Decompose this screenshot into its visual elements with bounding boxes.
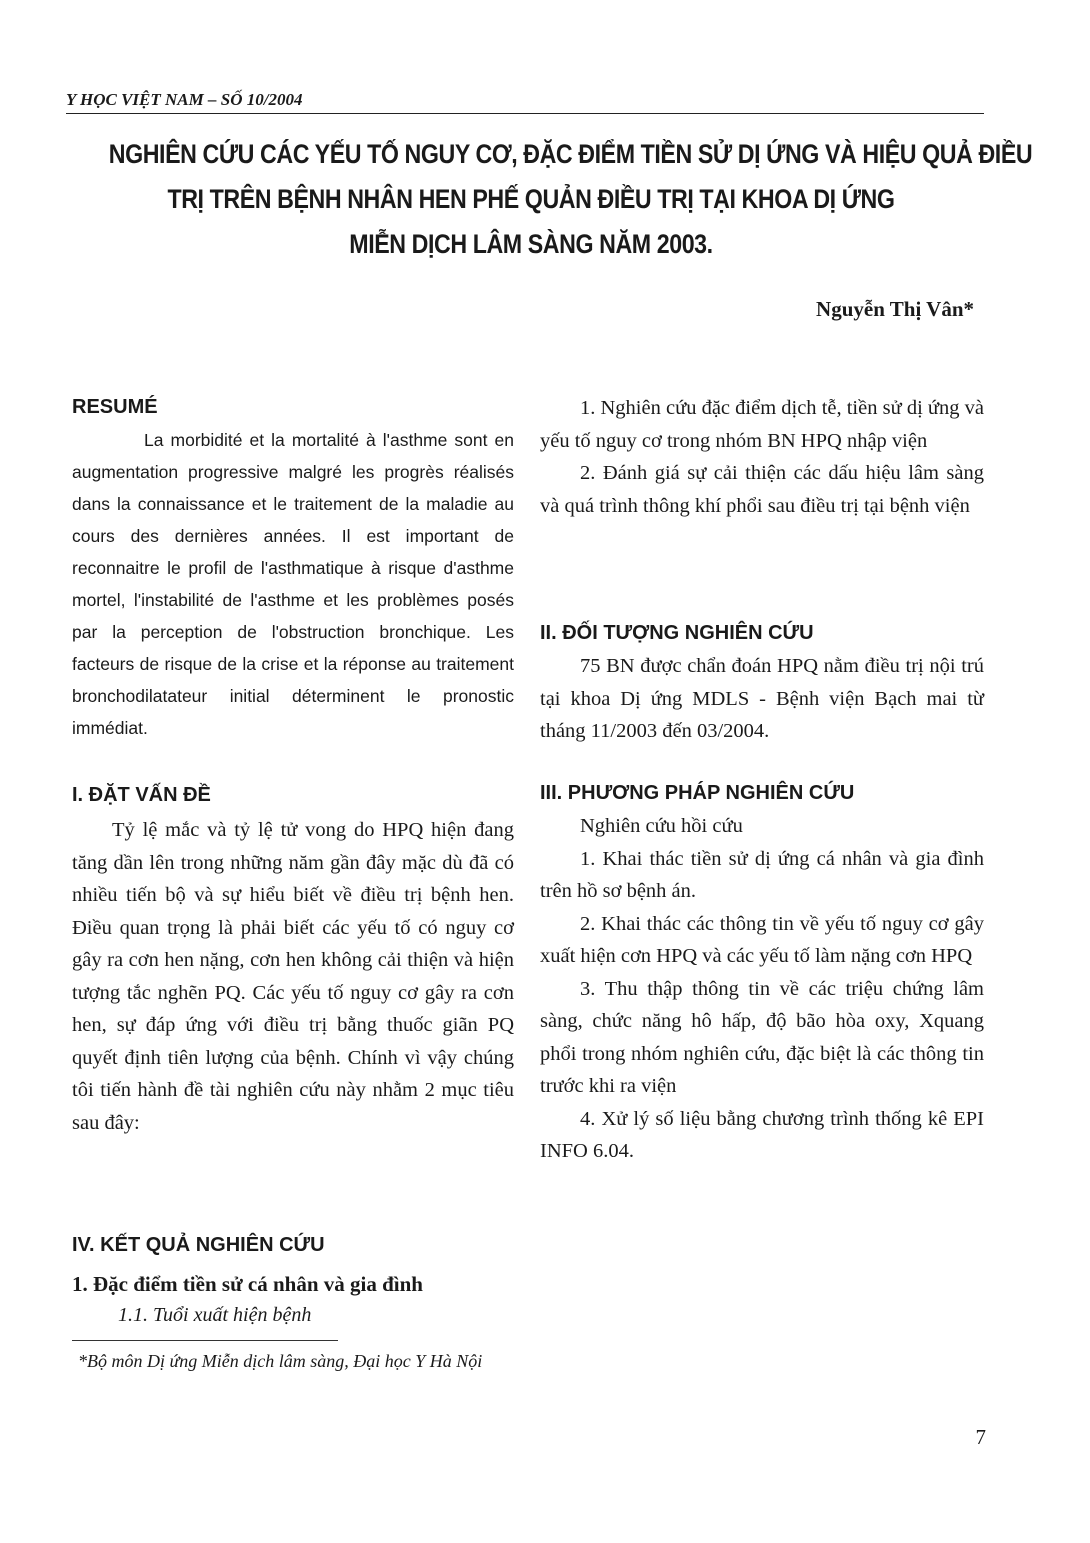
footnote-rule [72, 1340, 338, 1341]
resume-heading: RESUMÉ [72, 396, 158, 418]
section-2-text: 75 BN được chẩn đoán HPQ nằm điều trị nội trú tại khoa Dị ứng MDLS - Bệnh viện Bạch mai từ tháng 11/2003 đến 03/2004. [540, 655, 984, 742]
resume-section [72, 394, 514, 744]
objectives-list [540, 392, 984, 522]
section-4-subheading: 1. Đặc điểm tiền sử cá nhân và gia đình [72, 1272, 423, 1296]
objective-1: 1. Nghiên cứu đặc điểm dịch tễ, tiền sử dị ứng và yếu tố nguy cơ trong nhóm BN HPQ nhập viện [540, 397, 984, 452]
section-3-item-3: 3. Thu thập thông tin về các triệu chứng lâm sàng, chức năng hô hấp, độ bão hòa oxy, Xquang phổi trong nhóm nghiên cứu, đặc biệt là các thông tin trước khi ra viện [540, 977, 984, 1097]
resume-text: La morbidité et la mortalité à l'asthme sont en augmentation progressive malgré les progrès réalisés dans la connaissance et le traitement de la maladie au cours des dernières années. Il est important de reconnaitre le profil de l'asthmatique à risque d'asthme mortel, l'instabilité de l'asthme et les problèmes posés par la perception de l'obstruction bronchique. Les facteurs de risque de la crise et la réponse au traitement bronchodilatateur initial déterminent le pronostic immédiat. [72, 430, 514, 738]
objective-2: 2. Đánh giá sự cải thiện các dấu hiệu lâm sàng và quá trình thông khí phổi sau điều trị tại bệnh viện [540, 462, 984, 517]
article-title [108, 132, 1033, 267]
section-1 [72, 782, 514, 1139]
section-3 [540, 780, 984, 1168]
section-3-item-2: 2. Khai thác các thông tin về yếu tố nguy cơ gây xuất hiện cơn HPQ và các yếu tố làm nặng cơn HPQ [540, 912, 984, 967]
section-3-intro: Nghiên cứu hồi cứu [580, 815, 743, 837]
section-1-heading: I. ĐẶT VẤN ĐỀ [72, 784, 211, 806]
header-rule [66, 113, 984, 114]
title-line-3: MIỄN DỊCH LÂM SÀNG NĂM 2003. [349, 229, 713, 259]
section-3-item-4: 4. Xử lý số liệu bằng chương trình thống kê EPI INFO 6.04. [540, 1107, 984, 1162]
journal-header: Y HỌC VIỆT NAM – SỐ 10/2004 [66, 90, 303, 109]
section-1-text: Tỷ lệ mắc và tỷ lệ tử vong do HPQ hiện đang tăng dần lên trong những năm gần đây mặc dù đã có nhiều tiến bộ và sự hiểu biết về điều trị bệnh hen. Điều quan trọng là phải biết các yếu tố có nguy cơ gây ra cơn hen nặng, cơn hen không cải thiện và hiện tượng tắc nghẽn PQ. Các yếu tố nguy cơ gây ra cơn hen, sự đáp ứng với điều trị bằng thuốc giãn PQ quyết định tiên lượng của bệnh. Chính vì vậy chúng tôi tiến hành đề tài nghiên cứu này nhằm 2 mục tiêu sau đây: [72, 819, 514, 1134]
section-4-heading: IV. KẾT QUẢ NGHIÊN CỨU [72, 1234, 325, 1256]
author-name: Nguyễn Thị Vân* [816, 297, 974, 321]
section-3-heading: III. PHƯƠNG PHÁP NGHIÊN CỨU [540, 782, 855, 804]
title-line-2: TRỊ TRÊN BỆNH NHÂN HEN PHẾ QUẢN ĐIỀU TRỊ TẠI KHOA DỊ ỨNG [167, 184, 895, 214]
section-4 [72, 1232, 972, 1330]
title-line-1: NGHIÊN CỨU CÁC YẾU TỐ NGUY CƠ, ĐẶC ĐIỂM TIỀN SỬ DỊ ỨNG VÀ HIỆU QUẢ ĐIỀU [108, 139, 1033, 169]
section-3-item-1: 1. Khai thác tiền sử dị ứng cá nhân và gia đình trên hồ sơ bệnh án. [540, 847, 984, 902]
footnote: *Bộ môn Dị ứng Miễn dịch lâm sàng, Đại học Y Hà Nội [78, 1351, 483, 1371]
page-number: 7 [975, 1425, 986, 1449]
section-2 [540, 620, 984, 748]
section-4-subsubheading: 1.1. Tuổi xuất hiện bệnh [118, 1304, 312, 1326]
section-2-heading: II. ĐỐI TƯỢNG NGHIÊN CỨU [540, 622, 814, 644]
